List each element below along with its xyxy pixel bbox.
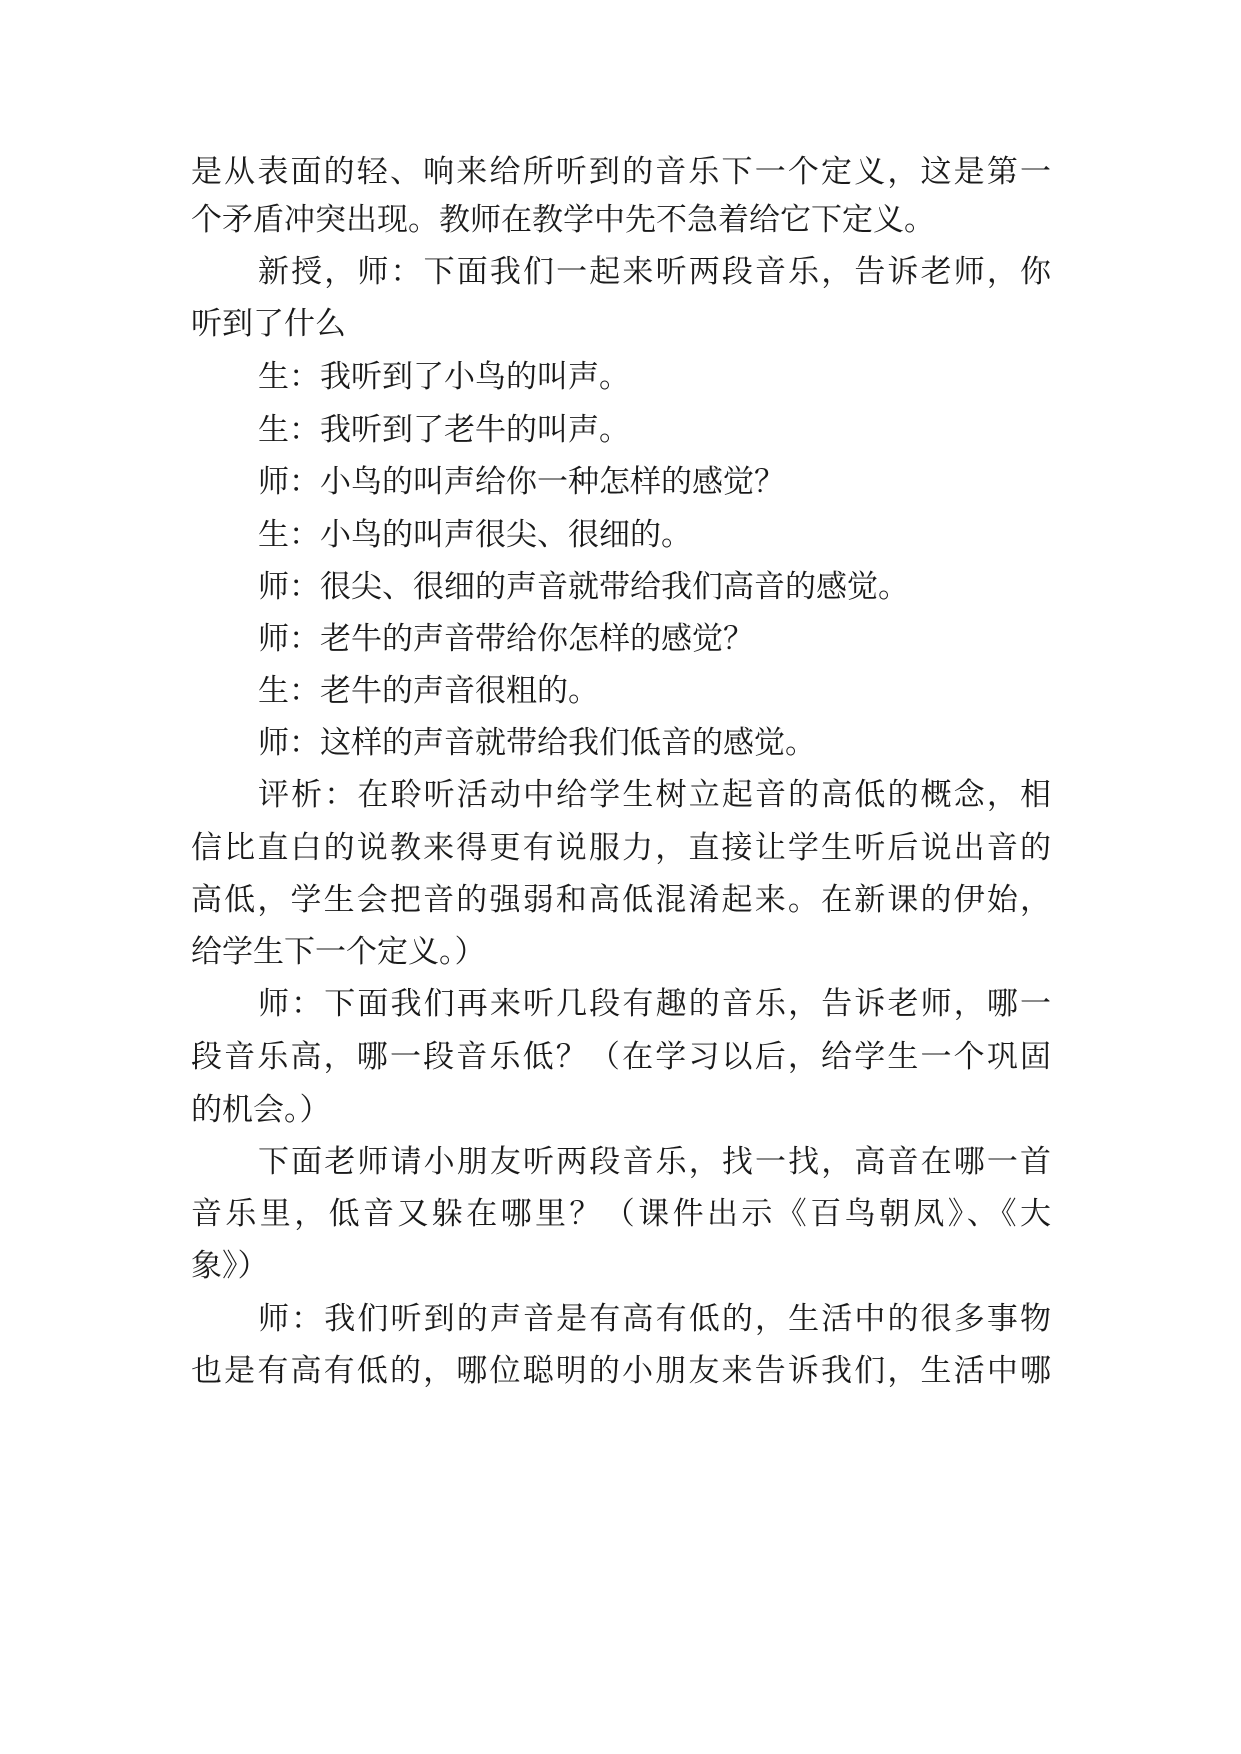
text-line: 下面老师请小朋友听两段音乐，找一找，高音在哪一首 [258,1144,1051,1180]
text-line: 师：老牛的声音带给你怎样的感觉？ [258,621,754,657]
text-line: 给学生下一个定义。） [191,934,486,970]
text-line: 新授，师：下面我们一起来听两段音乐，告诉老师，你 [258,254,1051,290]
text-line: 师：下面我们再来听几段有趣的音乐，告诉老师，哪一 [258,986,1051,1022]
text-line: 象》） [191,1248,269,1284]
text-line: 听到了什么 [191,306,346,342]
text-line: 评析：在聆听活动中给学生树立起音的高低的概念，相 [258,777,1051,813]
text-line: 信比直白的说教来得更有说服力，直接让学生听后说出音的 [191,830,1051,866]
text-line: 是从表面的轻、响来给所听到的音乐下一个定义，这是第一 [191,154,1051,190]
text-line: 师：这样的声音就带给我们低音的感觉。 [258,725,816,761]
text-line: 生：我听到了老牛的叫声。 [258,412,630,448]
text-line: 师：我们听到的声音是有高有低的，生活中的很多事物 [258,1301,1051,1337]
text-line: 音乐里，低音又躲在哪里？（课件出示《百鸟朝凤》、《大 [191,1196,1051,1232]
text-line: 生：老牛的声音很粗的。 [258,673,599,709]
text-line: 高低，学生会把音的强弱和高低混淆起来。在新课的伊始， [191,882,1051,918]
text-line: 师：很尖、很细的声音就带给我们高音的感觉。 [258,569,909,605]
text-line: 也是有高有低的，哪位聪明的小朋友来告诉我们，生活中哪 [191,1353,1051,1389]
text-line: 师：小鸟的叫声给你一种怎样的感觉？ [258,464,785,500]
text-line: 生：我听到了小鸟的叫声。 [258,359,630,395]
text-line: 段音乐高，哪一段音乐低？（在学习以后，给学生一个巩固 [191,1039,1051,1075]
text-line: 个矛盾冲突出现。教师在教学中先不急着给它下定义。 [191,202,935,238]
text-line: 生：小鸟的叫声很尖、很细的。 [258,517,692,553]
text-line: 的机会。） [191,1092,331,1128]
